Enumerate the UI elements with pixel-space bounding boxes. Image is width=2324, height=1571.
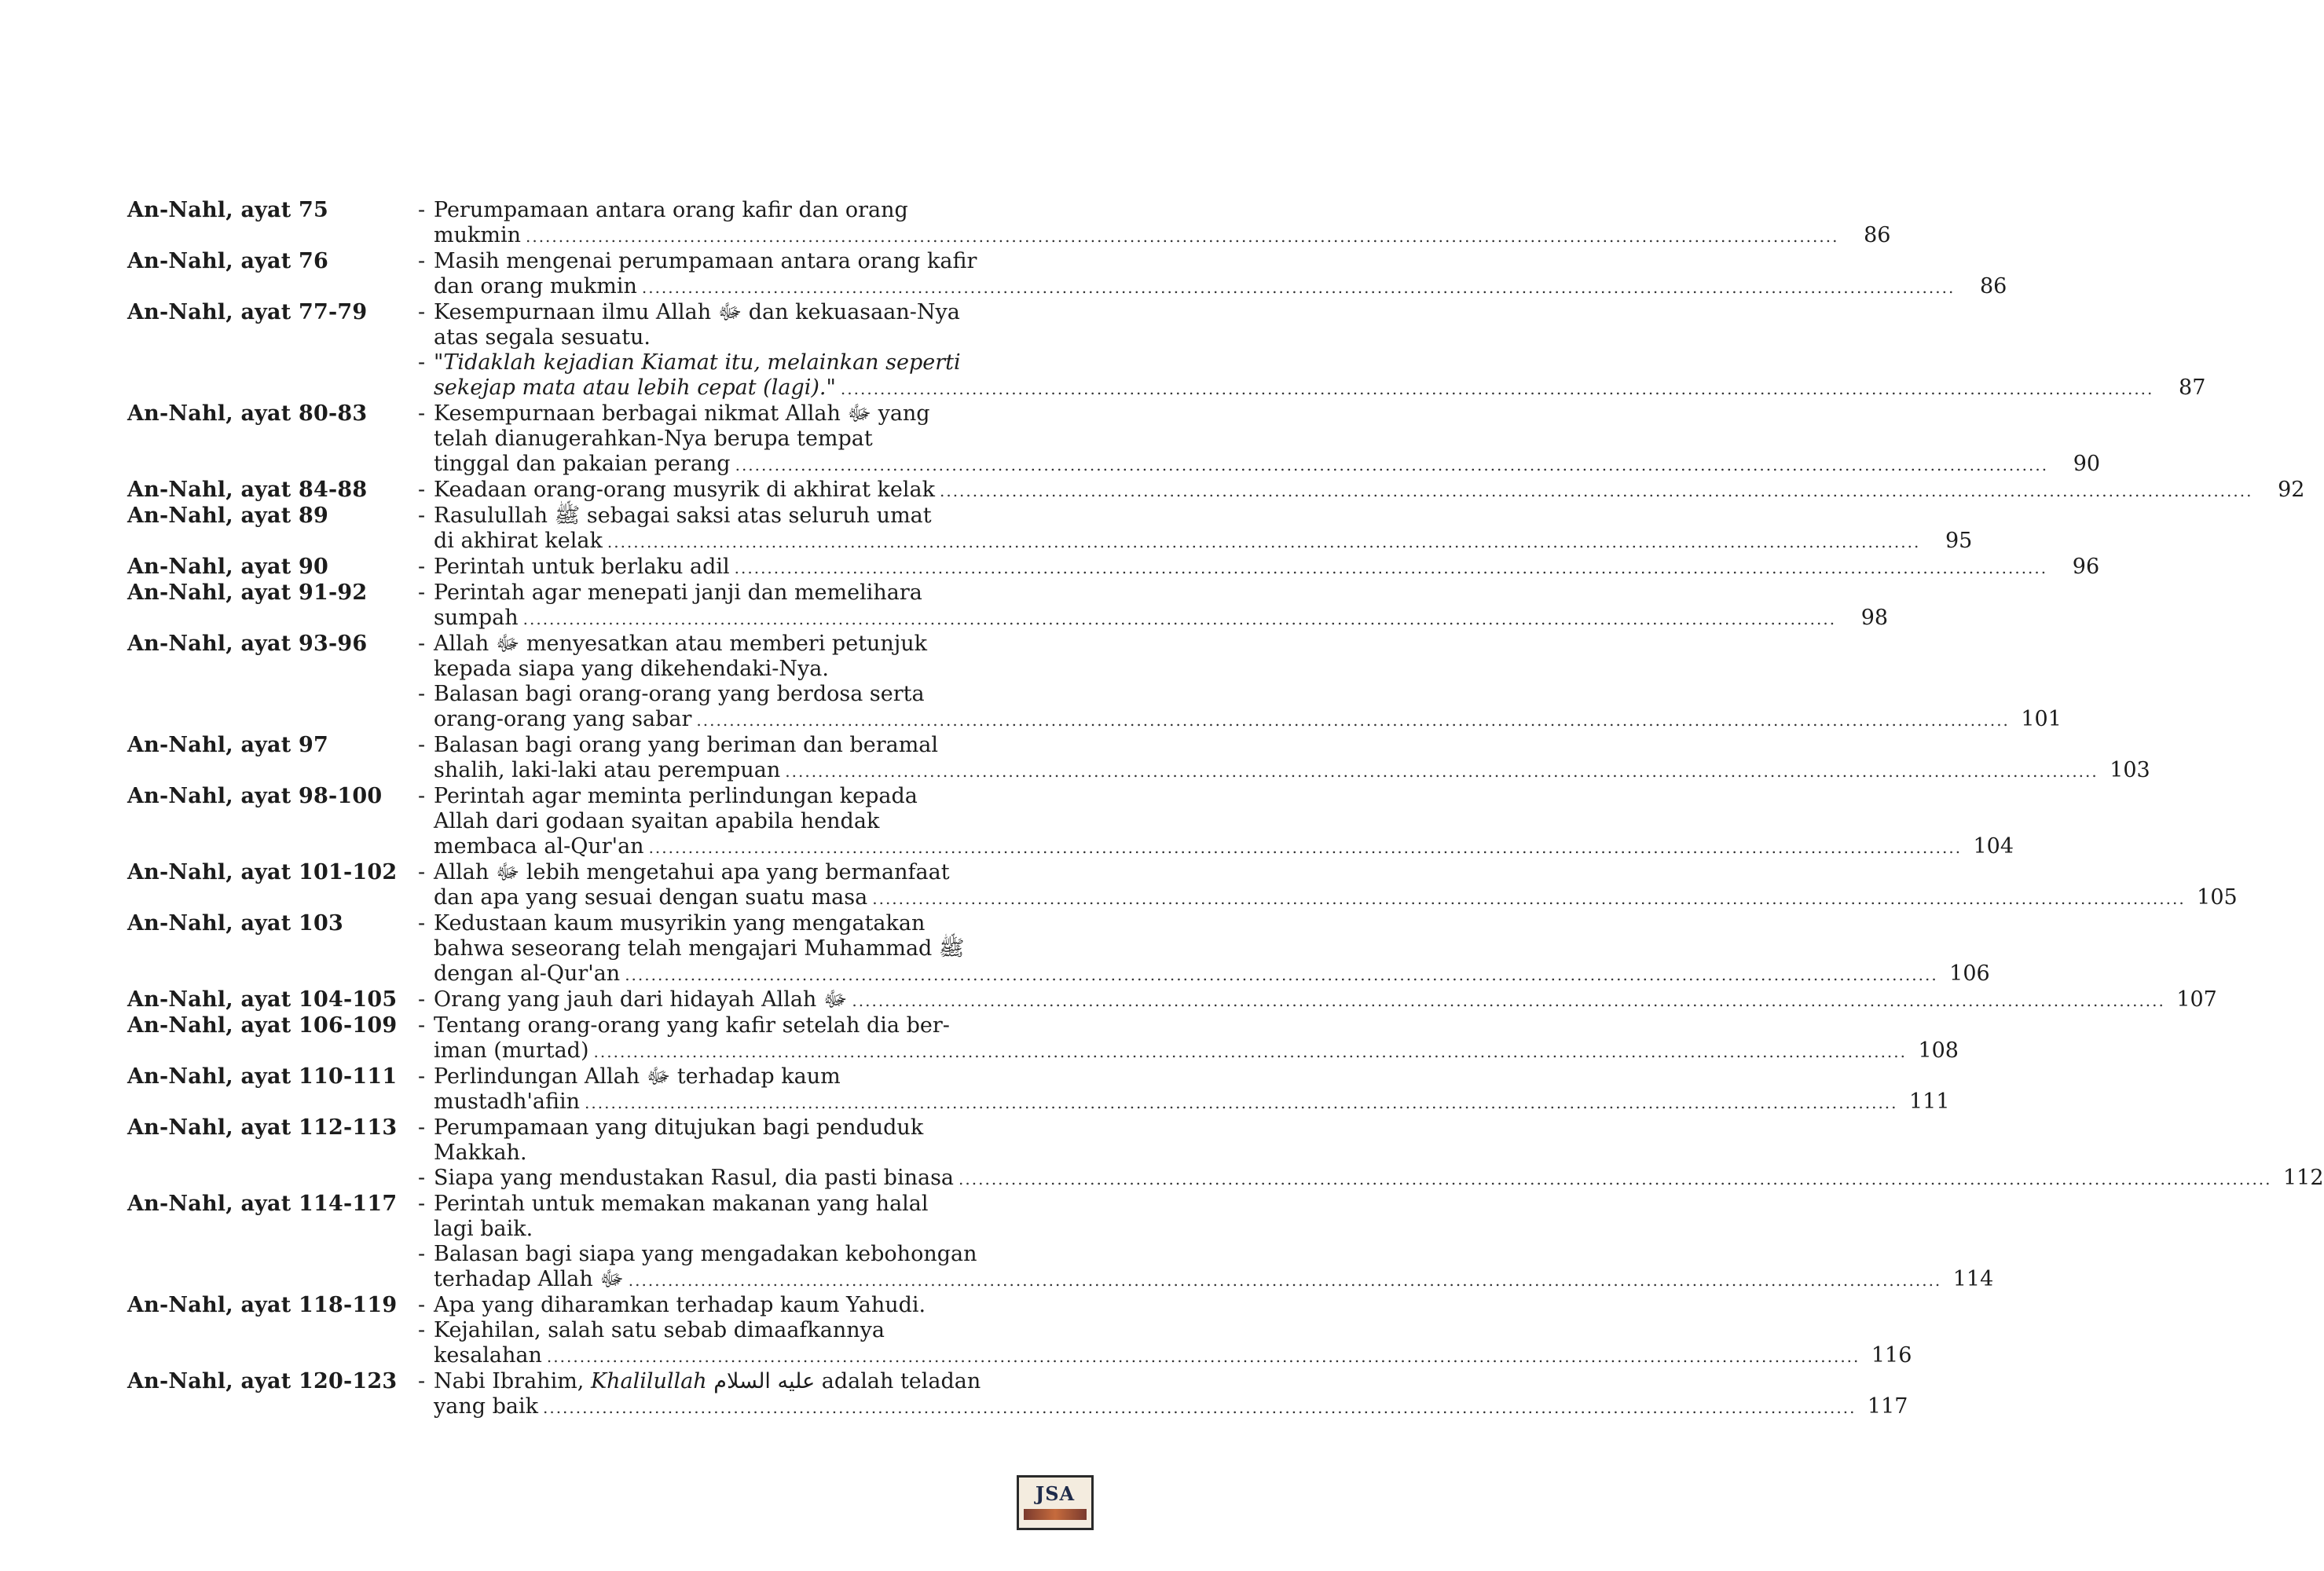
toc-item-text: "Tidaklah kejadian Kiamat itu, melainkan seperti bbox=[434, 350, 961, 375]
page-number: 114 bbox=[1952, 1267, 1994, 1291]
toc-entry bbox=[127, 1293, 1912, 1369]
dot-leader: ........................................................................................................................................................................................................ bbox=[735, 456, 2049, 474]
bullet-dash: - bbox=[418, 300, 426, 324]
toc-entry bbox=[127, 632, 2062, 733]
toc-item-line bbox=[434, 1115, 2324, 1141]
toc-entry-descriptions bbox=[418, 580, 1888, 632]
toc-entry-reference: An-Nahl, ayat 97 bbox=[127, 733, 328, 757]
toc-entry-reference: An-Nahl, ayat 98-100 bbox=[127, 784, 383, 808]
toc-item-line bbox=[434, 555, 2099, 580]
toc-item-text: Allah ﷻ lebih mengetahui apa yang bermanfaat bbox=[434, 860, 950, 884]
page-number: 116 bbox=[1871, 1343, 1912, 1368]
toc-item-line bbox=[434, 325, 2205, 350]
page-number: 106 bbox=[1949, 961, 1990, 986]
toc-item-line bbox=[434, 961, 1990, 987]
toc-item-text: sekejap mata atau lebih cepat (lagi)." bbox=[434, 375, 836, 400]
toc-item-text: shalih, laki-laki atau perempuan bbox=[434, 758, 781, 782]
toc-item bbox=[418, 300, 2205, 350]
toc-item-text: Perintah untuk berlaku adil bbox=[434, 555, 730, 579]
toc-entry-descriptions bbox=[418, 198, 1890, 249]
toc-item-line bbox=[434, 452, 2100, 478]
bullet-dash: - bbox=[418, 1242, 426, 1266]
toc-entry-descriptions bbox=[418, 555, 2099, 580]
toc-item-line bbox=[434, 987, 2217, 1013]
toc-item-text: terhadap Allah ﷻ bbox=[434, 1267, 624, 1291]
toc-item bbox=[418, 911, 1990, 987]
toc-item-text: Apa yang diharamkan terhadap kaum Yahudi. bbox=[434, 1293, 926, 1317]
toc-item-text: Tentang orang-orang yang kafir setelah dia ber- bbox=[434, 1013, 950, 1038]
page-number: 95 bbox=[1945, 529, 1973, 553]
toc-entry-reference: An-Nahl, ayat 104-105 bbox=[127, 987, 398, 1012]
toc-item-text: Keadaan orang-orang musyrik di akhirat kelak bbox=[434, 478, 935, 502]
toc-entry bbox=[127, 198, 1891, 249]
toc-item-text: mustadh'afiin bbox=[434, 1089, 581, 1114]
toc-item-line bbox=[434, 860, 2238, 885]
toc-item-text: Kesempurnaan berbagai nikmat Allah ﷻ yang bbox=[434, 401, 930, 426]
page-number: 87 bbox=[2179, 375, 2206, 400]
toc-entry-descriptions bbox=[418, 987, 2217, 1013]
toc-item-text: Perintah agar menepati janji dan memelihara bbox=[434, 580, 922, 605]
toc-entry-reference: An-Nahl, ayat 120-123 bbox=[127, 1369, 398, 1393]
toc-entry-descriptions bbox=[418, 911, 1990, 987]
toc-entry bbox=[127, 580, 1889, 632]
toc-item-line bbox=[434, 784, 2014, 809]
toc-item-text: lagi baik. bbox=[434, 1217, 533, 1241]
toc-item bbox=[418, 632, 2062, 682]
dot-leader: ........................................................................................................................................................................................................ bbox=[641, 278, 1956, 297]
dot-leader: ........................................................................................................................................................................................................ bbox=[628, 1271, 1942, 1290]
toc-entry-reference: An-Nahl, ayat 75 bbox=[127, 198, 328, 222]
toc-item-line bbox=[434, 1192, 1993, 1217]
bullet-dash: - bbox=[418, 1318, 426, 1342]
toc-item bbox=[418, 580, 1888, 632]
toc-entry-descriptions bbox=[418, 300, 2205, 401]
bullet-dash: - bbox=[418, 1064, 426, 1089]
toc-entry bbox=[127, 1064, 1950, 1115]
bullet-dash: - bbox=[418, 478, 426, 502]
toc-entry-reference: An-Nahl, ayat 76 bbox=[127, 249, 328, 273]
toc-entry-reference: An-Nahl, ayat 77-79 bbox=[127, 300, 368, 324]
toc-item-line bbox=[434, 1166, 2324, 1192]
toc-item bbox=[418, 733, 2150, 784]
bullet-dash: - bbox=[418, 555, 426, 579]
bullet-dash: - bbox=[418, 504, 426, 528]
page-number: 103 bbox=[2110, 758, 2150, 782]
dot-leader: ........................................................................................................................................................................................................ bbox=[525, 227, 1839, 246]
dot-leader: ........................................................................................................................................................................................................ bbox=[939, 482, 2253, 500]
toc-entry-reference: An-Nahl, ayat 101-102 bbox=[127, 860, 398, 884]
dot-leader: ........................................................................................................................................................................................................ bbox=[522, 610, 1837, 628]
toc-item bbox=[418, 1192, 1993, 1242]
toc-entry bbox=[127, 504, 1973, 555]
toc-item bbox=[418, 1318, 1912, 1369]
dot-leader: ........................................................................................................................................................................................................ bbox=[542, 1398, 1857, 1417]
toc-item bbox=[418, 198, 1890, 249]
toc-item-text: Kesempurnaan ilmu Allah ﷻ dan kekuasaan-Nya bbox=[434, 300, 960, 324]
toc-item-text: Balasan bagi orang-orang yang berdosa serta bbox=[434, 682, 925, 706]
toc-entry-descriptions bbox=[418, 733, 2150, 784]
bullet-dash: - bbox=[418, 1293, 426, 1317]
toc-item bbox=[418, 1369, 1908, 1420]
toc-item-text: Allah ﷻ menyesatkan atau memberi petunjuk bbox=[434, 632, 927, 656]
toc-item-line bbox=[434, 1217, 1993, 1242]
toc-item-line bbox=[434, 274, 2007, 300]
dot-leader: ........................................................................................................................................................................................................ bbox=[696, 711, 2010, 730]
page-number: 98 bbox=[1860, 606, 1889, 630]
dot-leader: ........................................................................................................................................................................................................ bbox=[648, 838, 1963, 857]
page-number: 105 bbox=[2197, 885, 2238, 910]
toc-item bbox=[418, 1293, 1912, 1318]
toc-item-text: Perlindungan Allah ﷻ terhadap kaum bbox=[434, 1064, 841, 1089]
toc-item-text: membaca al-Qur'an bbox=[434, 834, 644, 859]
bullet-dash: - bbox=[418, 401, 426, 426]
toc-item-text: Perintah agar meminta perlindungan kepada bbox=[434, 784, 918, 808]
bullet-dash: - bbox=[418, 682, 426, 706]
toc-entry-descriptions bbox=[418, 1192, 1993, 1293]
toc-item-line bbox=[434, 1064, 1950, 1089]
toc-entry bbox=[127, 555, 2100, 580]
toc-item-line bbox=[434, 1141, 2324, 1166]
toc-item-text: Orang yang jauh dari hidayah Allah ﷻ bbox=[434, 987, 848, 1012]
toc-item-line bbox=[434, 682, 2062, 707]
toc-item-line bbox=[434, 504, 1972, 529]
toc-item-line bbox=[434, 657, 2062, 682]
toc-item-line bbox=[434, 198, 1890, 223]
toc-entry-reference: An-Nahl, ayat 90 bbox=[127, 555, 328, 579]
toc-item-text: Makkah. bbox=[434, 1141, 527, 1165]
page-number: 107 bbox=[2176, 987, 2217, 1012]
toc-item-text: Perintah untuk memakan makanan yang halal bbox=[434, 1192, 929, 1216]
toc-entry-reference: An-Nahl, ayat 106-109 bbox=[127, 1013, 398, 1038]
toc-item-text: Masih mengenai perumpamaan antara orang kafir bbox=[434, 249, 977, 273]
page-number: 104 bbox=[1973, 834, 2014, 859]
toc-item bbox=[418, 401, 2100, 478]
toc-item-line bbox=[434, 1089, 1950, 1115]
toc-entry-descriptions bbox=[418, 478, 2304, 504]
toc-item-text: dan apa yang sesuai dengan suatu masa bbox=[434, 885, 868, 910]
toc-item-text: Perumpamaan antara orang kafir dan orang bbox=[434, 198, 908, 222]
bullet-dash: - bbox=[418, 911, 426, 936]
toc-entry bbox=[127, 1013, 1959, 1064]
logo-text: JSA bbox=[1035, 1482, 1076, 1505]
dot-leader: ........................................................................................................................................................................................................ bbox=[785, 762, 2099, 781]
toc-item-line bbox=[434, 834, 2014, 860]
page-number: 117 bbox=[1867, 1394, 1908, 1419]
bullet-dash: - bbox=[418, 580, 426, 605]
toc-entry-descriptions bbox=[418, 1064, 1950, 1115]
toc-item bbox=[418, 249, 2007, 300]
toc-item bbox=[418, 350, 2205, 401]
toc-entry-reference: An-Nahl, ayat 112-113 bbox=[127, 1115, 398, 1140]
toc-item-text: iman (murtad) bbox=[434, 1038, 589, 1063]
toc-item-text: tinggal dan pakaian perang bbox=[434, 452, 731, 476]
toc-item-line bbox=[434, 885, 2238, 911]
dot-leader: ........................................................................................................................................................................................................ bbox=[872, 889, 2186, 908]
page-number: 96 bbox=[2072, 555, 2100, 579]
toc-item-line bbox=[434, 1369, 1908, 1394]
bullet-dash: - bbox=[418, 249, 426, 273]
toc-item-line bbox=[434, 1267, 1993, 1293]
toc-item-text: Nabi Ibrahim, Khalilullah عليه السلام adalah teladan bbox=[434, 1369, 981, 1393]
toc-entry-descriptions bbox=[418, 401, 2100, 478]
toc-item-text: dengan al-Qur'an bbox=[434, 961, 621, 986]
toc-entry-reference: An-Nahl, ayat 114-117 bbox=[127, 1192, 398, 1216]
toc-item-line bbox=[434, 1394, 1908, 1420]
page-number: 86 bbox=[1864, 223, 1891, 247]
toc-item-text: Siapa yang mendustakan Rasul, dia pasti binasa bbox=[434, 1166, 955, 1190]
toc-item-line bbox=[434, 249, 2007, 274]
toc-entry bbox=[127, 987, 2217, 1013]
bullet-dash: - bbox=[418, 1013, 426, 1038]
bullet-dash: - bbox=[418, 987, 426, 1012]
toc-item bbox=[418, 504, 1972, 555]
dot-leader: ........................................................................................................................................................................................................ bbox=[959, 1170, 2272, 1188]
toc-item-text: orang-orang yang sabar bbox=[434, 707, 692, 731]
dot-leader: ........................................................................................................................................................................................................ bbox=[852, 991, 2165, 1010]
toc-entry-reference: An-Nahl, ayat 93-96 bbox=[127, 632, 368, 656]
toc-entry-reference: An-Nahl, ayat 91-92 bbox=[127, 580, 368, 605]
bullet-dash: - bbox=[418, 784, 426, 808]
toc-item bbox=[418, 1013, 1959, 1064]
dot-leader: ........................................................................................................................................................................................................ bbox=[546, 1347, 1860, 1366]
page-number: 111 bbox=[1908, 1089, 1950, 1114]
toc-entry-descriptions bbox=[418, 784, 2014, 860]
toc-entry-descriptions bbox=[418, 504, 1972, 555]
toc-item-line bbox=[434, 427, 2100, 452]
bullet-dash: - bbox=[418, 733, 426, 757]
toc-entry-reference: An-Nahl, ayat 118-119 bbox=[127, 1293, 398, 1317]
toc-item-line bbox=[434, 401, 2100, 427]
toc-item-line bbox=[434, 478, 2304, 504]
bullet-dash: - bbox=[418, 1369, 426, 1393]
toc-item-line bbox=[434, 300, 2205, 325]
toc-entry-reference: An-Nahl, ayat 110-111 bbox=[127, 1064, 398, 1089]
toc-item-line bbox=[434, 758, 2150, 784]
toc-item-line bbox=[434, 632, 2062, 657]
toc-item-text: bahwa seseorang telah mengajari Muhammad ﷺ bbox=[434, 936, 965, 961]
toc-item-text: Rasulullah ﷺ sebagai saksi atas seluruh umat bbox=[434, 504, 932, 528]
toc-item-text: Balasan bagi orang yang beriman dan beramal bbox=[434, 733, 939, 757]
toc-item-line bbox=[434, 1293, 1912, 1318]
toc-item-text: atas segala sesuatu. bbox=[434, 325, 651, 350]
toc-item-line bbox=[434, 1343, 1912, 1369]
toc-entry-descriptions bbox=[418, 860, 2238, 911]
bullet-dash: - bbox=[418, 1166, 426, 1190]
toc-entry bbox=[127, 911, 1990, 987]
toc-item-line bbox=[434, 223, 1890, 249]
toc-item-text: sumpah bbox=[434, 606, 519, 630]
toc-item-text: yang baik bbox=[434, 1394, 538, 1419]
page-number: 101 bbox=[2021, 707, 2062, 731]
toc-entry bbox=[127, 733, 2150, 784]
toc-item-text: mukmin bbox=[434, 223, 521, 247]
toc-entry bbox=[127, 300, 2206, 401]
toc-item-line bbox=[434, 350, 2205, 375]
logo-stripe bbox=[1024, 1509, 1087, 1520]
toc-item bbox=[418, 1064, 1950, 1115]
toc-item-line bbox=[434, 809, 2014, 834]
toc-entry-descriptions bbox=[418, 632, 2062, 733]
page-number: 86 bbox=[1979, 274, 2007, 298]
toc-entry bbox=[127, 860, 2238, 911]
table-of-contents bbox=[127, 198, 2324, 1420]
toc-entry bbox=[127, 401, 2101, 478]
toc-item-line bbox=[434, 1242, 1993, 1267]
toc-item-text: Balasan bagi siapa yang mengadakan kebohongan bbox=[434, 1242, 977, 1266]
toc-item-text: dan orang mukmin bbox=[434, 274, 637, 298]
toc-entry-descriptions bbox=[418, 249, 2007, 300]
bullet-dash: - bbox=[418, 1115, 426, 1140]
dot-leader: ........................................................................................................................................................................................................ bbox=[585, 1093, 1898, 1112]
toc-item-line bbox=[434, 375, 2205, 401]
toc-item-line bbox=[434, 707, 2062, 733]
toc-item bbox=[418, 555, 2099, 580]
toc-entry-descriptions bbox=[418, 1013, 1959, 1064]
toc-item-text: Kejahilan, salah satu sebab dimaafkannya bbox=[434, 1318, 885, 1342]
toc-entry bbox=[127, 249, 2007, 300]
toc-item-line bbox=[434, 936, 1990, 961]
bullet-dash: - bbox=[418, 350, 426, 375]
page-number: 92 bbox=[2278, 478, 2305, 502]
toc-item-line bbox=[434, 911, 1990, 936]
toc-item-text: Allah dari godaan syaitan apabila hendak bbox=[434, 809, 880, 833]
page-number: 108 bbox=[1918, 1038, 1959, 1063]
toc-item-text: kesalahan bbox=[434, 1343, 542, 1368]
toc-item-line bbox=[434, 580, 1888, 606]
toc-item bbox=[418, 1115, 2324, 1166]
toc-entry-descriptions bbox=[418, 1293, 1912, 1369]
dot-leader: ........................................................................................................................................................................................................ bbox=[625, 965, 1938, 984]
toc-entry-reference: An-Nahl, ayat 89 bbox=[127, 504, 328, 528]
dot-leader: ........................................................................................................................................................................................................ bbox=[840, 379, 2154, 398]
toc-item-text: kepada siapa yang dikehendaki-Nya. bbox=[434, 657, 829, 681]
toc-item bbox=[418, 784, 2014, 860]
dot-leader: ........................................................................................................................................................................................................ bbox=[734, 558, 2048, 577]
toc-item-text: telah dianugerahkan-Nya berupa tempat bbox=[434, 427, 873, 451]
toc-item-text: Kedustaan kaum musyrikin yang mengatakan bbox=[434, 911, 926, 936]
toc-item bbox=[418, 1166, 2324, 1192]
toc-item bbox=[418, 1242, 1993, 1293]
toc-entry-descriptions bbox=[418, 1115, 2324, 1192]
toc-item-line bbox=[434, 1318, 1912, 1343]
page-number: 112 bbox=[2282, 1166, 2324, 1190]
bullet-dash: - bbox=[418, 860, 426, 884]
toc-item-line bbox=[434, 1038, 1959, 1064]
toc-item bbox=[418, 478, 2304, 504]
toc-item-line bbox=[434, 1013, 1959, 1038]
bullet-dash: - bbox=[418, 198, 426, 222]
toc-entry-reference: An-Nahl, ayat 80-83 bbox=[127, 401, 368, 426]
toc-item bbox=[418, 682, 2062, 733]
toc-entry-reference: An-Nahl, ayat 103 bbox=[127, 911, 343, 936]
bullet-dash: - bbox=[418, 1192, 426, 1216]
toc-item bbox=[418, 987, 2217, 1013]
toc-entry-descriptions bbox=[418, 1369, 1908, 1420]
toc-item-line bbox=[434, 529, 1972, 555]
dot-leader: ........................................................................................................................................................................................................ bbox=[593, 1042, 1907, 1061]
toc-item-line bbox=[434, 606, 1888, 632]
toc-entry bbox=[127, 478, 2305, 504]
toc-entry-reference: An-Nahl, ayat 84-88 bbox=[127, 478, 368, 502]
publisher-logo bbox=[1017, 1475, 1094, 1530]
toc-entry bbox=[127, 1369, 1908, 1420]
toc-item-text: Perumpamaan yang ditujukan bagi penduduk bbox=[434, 1115, 924, 1140]
toc-entry bbox=[127, 1115, 2324, 1192]
toc-entry bbox=[127, 1192, 1994, 1293]
page-number: 90 bbox=[2073, 452, 2101, 476]
toc-entry bbox=[127, 784, 2014, 860]
dot-leader: ........................................................................................................................................................................................................ bbox=[607, 533, 1921, 551]
toc-item-line bbox=[434, 733, 2150, 758]
bullet-dash: - bbox=[418, 632, 426, 656]
toc-item-text: di akhirat kelak bbox=[434, 529, 603, 553]
toc-item bbox=[418, 860, 2238, 911]
